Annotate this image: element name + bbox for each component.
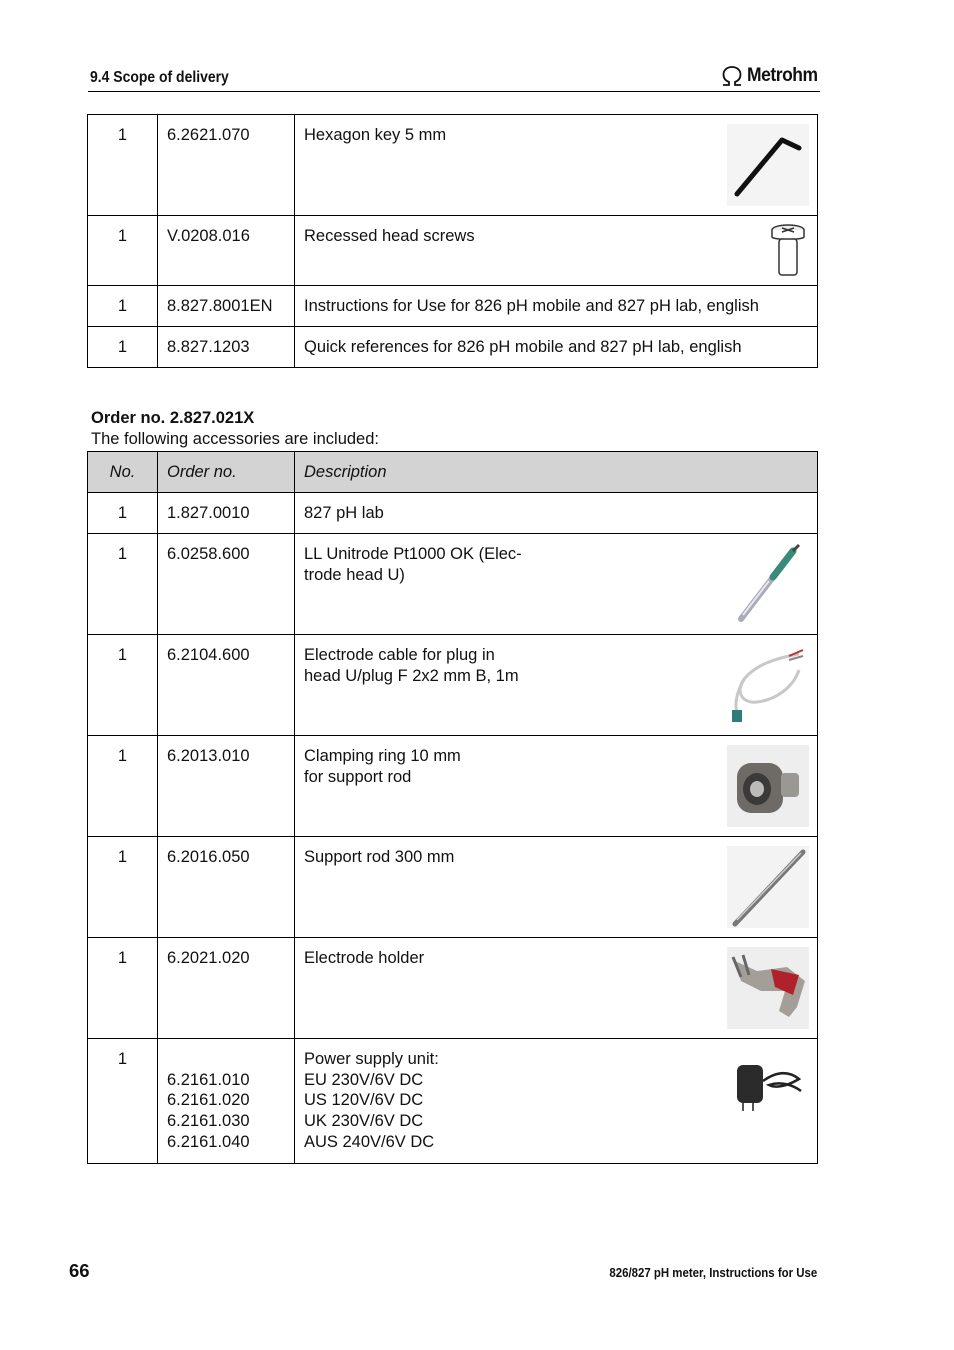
header-no: No. — [109, 463, 136, 481]
table-row — [88, 837, 818, 938]
row-description: Hexagon key 5 mm — [304, 126, 447, 144]
row-order-number: 6.2013.010 — [167, 747, 250, 765]
section-title: 9.4 Scope of delivery — [90, 69, 229, 86]
row-order-number: V.0208.016 — [167, 227, 250, 245]
row-order-number: 6.2621.070 — [167, 126, 250, 144]
header-order-no: Order no. — [167, 463, 237, 481]
row-description: Electrode holder — [304, 949, 425, 967]
desc-line: Electrode cable for plug in — [304, 646, 495, 664]
table-row — [88, 635, 818, 736]
row-quantity: 1 — [117, 297, 128, 315]
row-description: Instructions for Use for 826 pH mobile and 827 pH lab, english — [304, 297, 759, 315]
omega-logo-icon — [720, 65, 744, 87]
desc-line: head U/plug F 2x2 mm B, 1m — [304, 666, 519, 685]
desc-line: trode head U) — [304, 565, 405, 584]
desc-line: Clamping ring 10 mm — [304, 747, 461, 765]
order-line: 6.2161.010 — [167, 1070, 250, 1089]
row-description: Support rod 300 mm — [304, 848, 455, 866]
row-quantity: 1 — [117, 545, 128, 563]
desc-line: Power supply unit: — [304, 1050, 439, 1068]
page-number: 66 — [69, 1260, 90, 1281]
order-line — [167, 1049, 285, 1070]
support-rod-icon — [727, 846, 809, 928]
scope-table-continued — [87, 114, 818, 368]
table-row — [88, 493, 818, 534]
row-order-number — [158, 1039, 294, 1153]
desc-line: EU 230V/6V DC — [304, 1070, 424, 1089]
row-quantity: 1 — [117, 747, 128, 765]
table-row — [88, 115, 818, 216]
electrode-icon — [727, 543, 809, 625]
electrode-holder-icon — [727, 947, 809, 1029]
table-row — [88, 327, 818, 368]
order-subtitle: The following accessories are included: — [91, 430, 379, 448]
accessories-table — [87, 451, 818, 1164]
row-quantity: 1 — [117, 227, 128, 245]
row-description: Quick references for 826 pH mobile and 827 pH lab, english — [304, 338, 742, 356]
row-quantity: 1 — [117, 646, 128, 664]
table-row — [88, 216, 818, 286]
desc-line: AUS 240V/6V DC — [304, 1132, 435, 1151]
row-order-number: 6.2021.020 — [167, 949, 250, 967]
row-quantity: 1 — [117, 848, 128, 866]
order-line: 6.2161.020 — [167, 1091, 250, 1110]
table-row — [88, 736, 818, 837]
row-order-number: 8.827.8001EN — [167, 297, 273, 315]
desc-line: LL Unitrode Pt1000 OK (Elec- — [304, 545, 522, 563]
logo-text: Metrohm — [747, 65, 818, 86]
row-quantity: 1 — [117, 504, 128, 522]
table-row — [88, 286, 818, 327]
order-line: 6.2161.030 — [167, 1112, 250, 1131]
row-order-number: 8.827.1203 — [167, 338, 250, 356]
clamping-ring-icon — [727, 745, 809, 827]
row-quantity: 1 — [117, 949, 128, 967]
row-description: Recessed head screws — [304, 227, 475, 245]
cable-icon — [727, 644, 809, 726]
row-quantity: 1 — [117, 126, 128, 144]
metrohm-logo — [720, 64, 824, 88]
row-order-number: 6.0258.600 — [167, 545, 250, 563]
desc-line: for support rod — [304, 767, 412, 786]
table-row — [88, 1039, 818, 1164]
row-quantity: 1 — [117, 338, 128, 356]
desc-line: US 120V/6V DC — [304, 1091, 424, 1110]
row-quantity: 1 — [117, 1050, 128, 1068]
table-header-row — [88, 452, 818, 493]
order-line: 6.2161.040 — [167, 1132, 250, 1151]
table-row — [88, 534, 818, 635]
row-description: 827 pH lab — [304, 504, 384, 522]
header-rule — [88, 91, 820, 92]
row-order-number: 1.827.0010 — [167, 504, 250, 522]
screw-icon — [767, 222, 809, 280]
header-description: Description — [304, 463, 387, 481]
table-row — [88, 938, 818, 1039]
row-order-number: 6.2104.600 — [167, 646, 250, 664]
desc-line: UK 230V/6V DC — [304, 1112, 424, 1131]
hexagon-key-icon — [727, 124, 809, 206]
row-order-number: 6.2016.050 — [167, 848, 250, 866]
power-supply-icon — [729, 1051, 809, 1121]
document-title: 826/827 pH meter, Instructions for Use — [609, 1265, 817, 1280]
order-number-title: Order no. 2.827.021X — [91, 409, 255, 427]
